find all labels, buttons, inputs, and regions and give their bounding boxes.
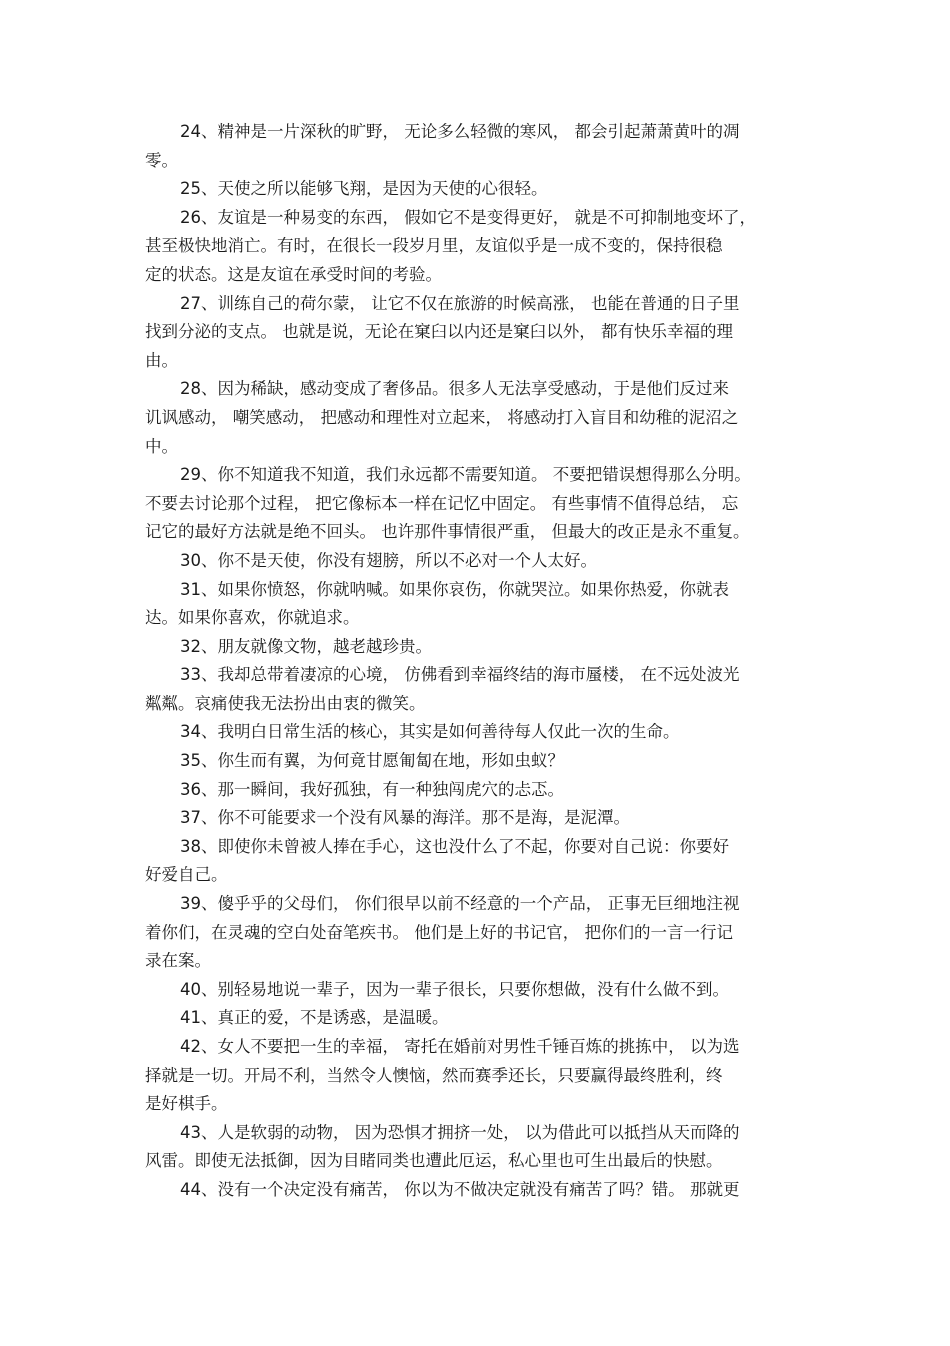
quote-line-first: 31、如果你愤怒，你就呐喊。如果你哀伤，你就哭泣。如果你热爱，你就表 — [180, 579, 729, 599]
quote-line: 达。如果你喜欢，你就追求。 — [145, 608, 360, 628]
quote-paragraph — [0, 776, 950, 805]
quote-line-first: 39、傻乎乎的父母们， 你们很早以前不经意的一个产品， 正事无巨细地注视 — [180, 894, 740, 914]
quote-line-first: 41、真正的爱，不是诱惑，是温暖。 — [180, 1008, 449, 1028]
quote-paragraph — [0, 718, 950, 747]
quote-line: 不要去讨论那个过程， 把它像标本一样在记忆中固定。 有些事情不值得总结， 忘 — [145, 493, 739, 513]
quote-line: 着你们，在灵魂的空白处奋笔疾书。 他们是上好的书记官， 把你们的一言一行记 — [145, 922, 733, 942]
quote-line: 甚至极快地消亡。有时，在很长一段岁月里，友谊似乎是一成不变的，保持很稳 — [145, 236, 723, 256]
quote-paragraph — [0, 1119, 950, 1176]
quote-line: 风雷。即使无法抵御，因为目睹同类也遭此厄运，私心里也可生出最后的快慰。 — [145, 1151, 723, 1171]
quote-line-first: 36、那一瞬间，我好孤独，有一种独闯虎穴的忐忑。 — [180, 779, 564, 799]
quote-line: 择就是一切。开局不利，当然令人懊恼，然而赛季还长，只要赢得最终胜利，终 — [145, 1065, 723, 1085]
quote-line-first: 30、你不是天使，你没有翅膀，所以不必对一个人太好。 — [180, 550, 597, 570]
quote-line-first: 24、精神是一片深秋的旷野， 无论多么轻微的寒风， 都会引起萧萧黄叶的凋 — [180, 122, 740, 141]
quote-paragraph — [0, 1176, 950, 1205]
quote-line: 中。 — [145, 436, 178, 456]
quote-line-first: 32、朋友就像文物，越老越珍贵。 — [180, 636, 432, 656]
quote-paragraph — [0, 633, 950, 662]
quote-line: 记它的最好方法就是绝不回头。 也许那件事情很严重， 但最大的改正是永不重复。 — [145, 522, 750, 542]
quote-paragraph — [0, 204, 950, 290]
quote-paragraph — [0, 375, 950, 461]
quote-line-first: 44、没有一个决定没有痛苦， 你以为不做决定就没有痛苦了吗？错。 那就更 — [180, 1179, 740, 1199]
quote-line-first: 35、你生而有翼，为何竟甘愿匍匐在地，形如虫蚁？ — [180, 751, 564, 771]
quote-line-first: 43、人是软弱的动物， 因为恐惧才拥挤一处， 以为借此可以抵挡从天而降的 — [180, 1122, 740, 1142]
quote-paragraph — [0, 804, 950, 833]
quote-line: 找到分泌的支点。 也就是说，无论在窠臼以内还是窠臼以外， 都有快乐幸福的理 — [145, 322, 733, 342]
quote-line: 零。 — [145, 150, 178, 170]
quote-line-first: 29、你不知道我不知道，我们永远都不需要知道。 不要把错误想得那么分明。 — [180, 465, 751, 485]
quote-line-first: 26、友谊是一种易变的东西， 假如它不是变得更好， 就是不可抑制地变坏了， — [180, 207, 756, 227]
quote-paragraph — [0, 576, 950, 633]
quote-line: 录在案。 — [145, 951, 211, 971]
quote-paragraph — [0, 547, 950, 576]
quote-paragraph — [0, 833, 950, 890]
quote-line: 定的状态。这是友谊在承受时间的考验。 — [145, 264, 442, 284]
quote-line-first: 33、我却总带着凄凉的心境， 仿佛看到幸福终结的海市蜃楼， 在不远处波光 — [180, 665, 740, 685]
quote-paragraph — [0, 661, 950, 718]
quote-line-first: 40、别轻易地说一辈子，因为一辈子很长，只要你想做，没有什么做不到。 — [180, 979, 729, 999]
quote-line-first: 37、你不可能要求一个没有风暴的海洋。那不是海，是泥潭。 — [180, 808, 630, 828]
quote-line-first: 27、训练自己的荷尔蒙， 让它不仅在旅游的时候高涨， 也能在普通的日子里 — [180, 293, 740, 313]
quote-line-first: 34、我明白日常生活的核心，其实是如何善待每人仅此一次的生命。 — [180, 722, 680, 742]
quote-line: 粼粼。哀痛使我无法扮出由衷的微笑。 — [145, 693, 426, 713]
quote-line: 是好棋手。 — [145, 1094, 228, 1114]
quote-paragraph — [0, 976, 950, 1005]
quote-line: 讥讽感动， 嘲笑感动， 把感动和理性对立起来， 将感动打入盲目和幼稚的泥沼之 — [145, 407, 739, 427]
quote-line-first: 25、天使之所以能够飞翔，是因为天使的心很轻。 — [180, 179, 548, 199]
quote-line: 由。 — [145, 350, 178, 370]
quote-paragraph — [0, 175, 950, 204]
quote-paragraph — [0, 1004, 950, 1033]
quote-paragraph — [0, 890, 950, 976]
quote-paragraph — [0, 290, 950, 376]
quote-line-first: 42、女人不要把一生的幸福， 寄托在婚前对男性千锤百炼的挑拣中， 以为选 — [180, 1037, 740, 1056]
quote-paragraph — [0, 118, 950, 175]
quote-paragraph — [0, 747, 950, 776]
quote-line-first: 28、因为稀缺，感动变成了奢侈品。很多人无法享受感动，于是他们反过来 — [180, 379, 729, 399]
quote-paragraph — [0, 1033, 950, 1119]
quote-paragraph — [0, 461, 950, 547]
quote-line-first: 38、即使你未曾被人捧在手心，这也没什么了不起，你要对自己说：你要好 — [180, 836, 729, 856]
quote-line: 好爱自己。 — [145, 865, 228, 885]
